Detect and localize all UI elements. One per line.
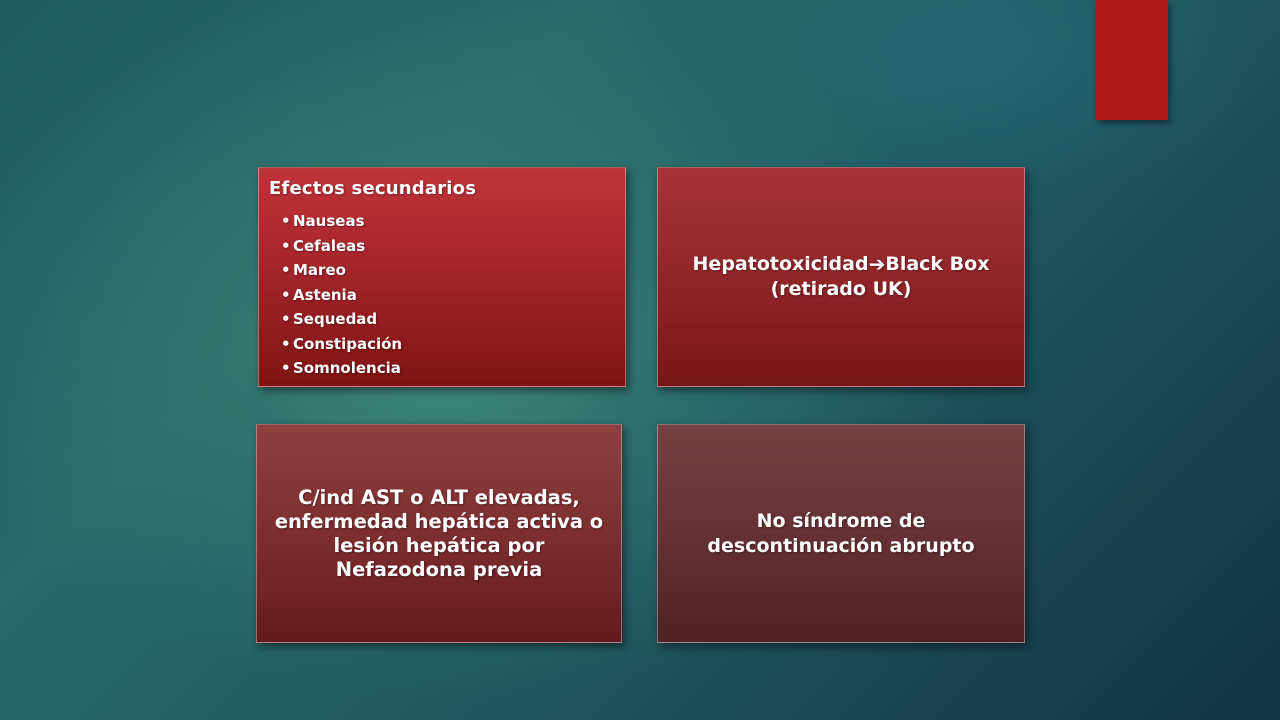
bullet-dot-icon: • — [281, 310, 291, 328]
list-item: • Sequedad — [281, 307, 613, 332]
bullet-dot-icon: • — [281, 236, 291, 255]
bullet-dot-icon: • — [281, 359, 291, 377]
list-item: • Mareo — [281, 258, 613, 283]
side-effects-title: Efectos secundarios — [269, 178, 477, 199]
list-item: • Astenia — [281, 283, 613, 308]
list-item: • Nauseas — [281, 209, 613, 234]
hepatotoxicity-text: Hepatotoxicidad➔Black Box (retirado UK) — [692, 252, 990, 300]
bullet-dot-icon: • — [281, 334, 291, 353]
side-effects-box — [258, 167, 626, 387]
side-effects-list — [269, 209, 613, 381]
discontinuation-box — [657, 424, 1025, 643]
bullet-dot-icon: • — [281, 285, 291, 304]
contraindication-box — [256, 424, 622, 643]
list-item: • Constipación — [281, 332, 613, 357]
bullet-dot-icon: • — [281, 261, 291, 279]
accent-bar — [1096, 0, 1168, 120]
list-item: • Somnolencia — [281, 356, 613, 381]
discontinuation-text: No síndrome de descontinuación abrupto — [707, 509, 975, 557]
contraindication-text: C/ind AST o ALT elevadas, enfermedad hepática activa o lesión hepática por Nefazodona previa — [274, 485, 604, 581]
bullet-dot-icon: • — [281, 212, 291, 230]
hepatotoxicity-box — [657, 167, 1025, 387]
right-arrow-icon: ➔ — [868, 252, 886, 276]
list-item: • Cefaleas — [281, 234, 613, 259]
